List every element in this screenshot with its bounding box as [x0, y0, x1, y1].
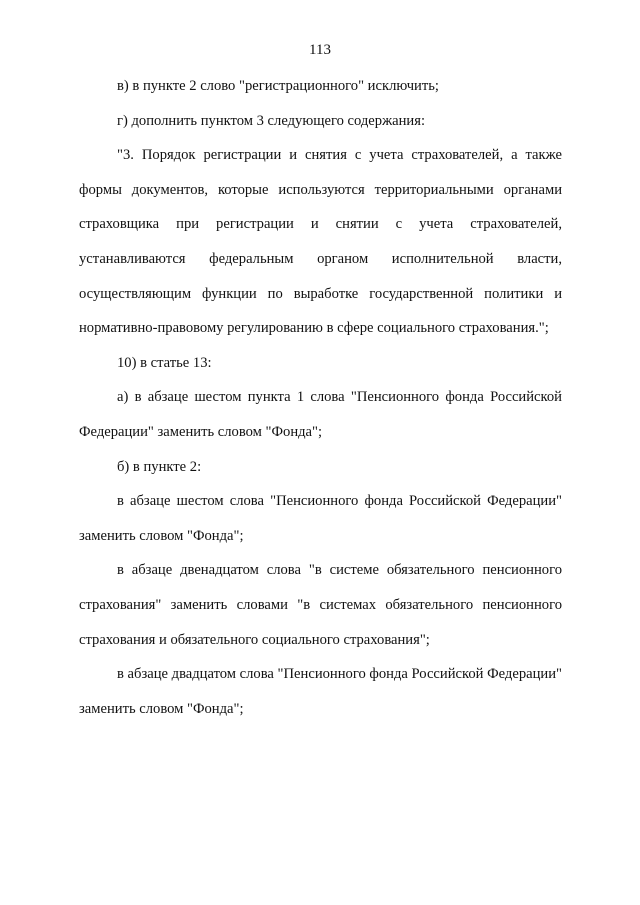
paragraph-abzac-12: в абзаце двенадцатом слова "в системе обязательного пенсионного страхования" заменить словами "в системах обязательного пенсионного страхования и обязательного социального страхования"; — [79, 562, 562, 648]
paragraph-abzac-6: в абзаце шестом слова "Пенсионного фонда Российской Федерации" заменить словом "Фонда"; — [79, 493, 562, 544]
paragraph-item-a: а) в абзаце шестом пункта 1 слова "Пенсионного фонда Российской Федерации" заменить словом "Фонда"; — [79, 389, 562, 440]
page-number: 113 — [309, 42, 331, 58]
paragraph-item-v: в) в пункте 2 слово "регистрационного" исключить; — [117, 78, 439, 94]
paragraph-article-13: 10) в статье 13: — [117, 354, 212, 371]
paragraph-item-g: г) дополнить пунктом 3 следующего содержания: — [117, 112, 426, 129]
paragraph-abzac-20: в абзаце двадцатом слова "Пенсионного фонда Российской Федерации" заменить словом "Фонда"; — [79, 666, 562, 717]
paragraph-item-b: б) в пункте 2: — [117, 458, 202, 475]
document-body — [79, 69, 562, 726]
paragraph-quoted-item-3: "3. Порядок регистрации и снятия с учета страхователей, а также формы документов, которые используются территориальными органами страховщика при регистрации и снятии с учета страхователей, устанавливаются федеральным органом исполнительной власти, осуществляющим функции по выработке государственной политики и нормативно-правовому регулированию в сфере социального страхования."; — [79, 147, 562, 337]
